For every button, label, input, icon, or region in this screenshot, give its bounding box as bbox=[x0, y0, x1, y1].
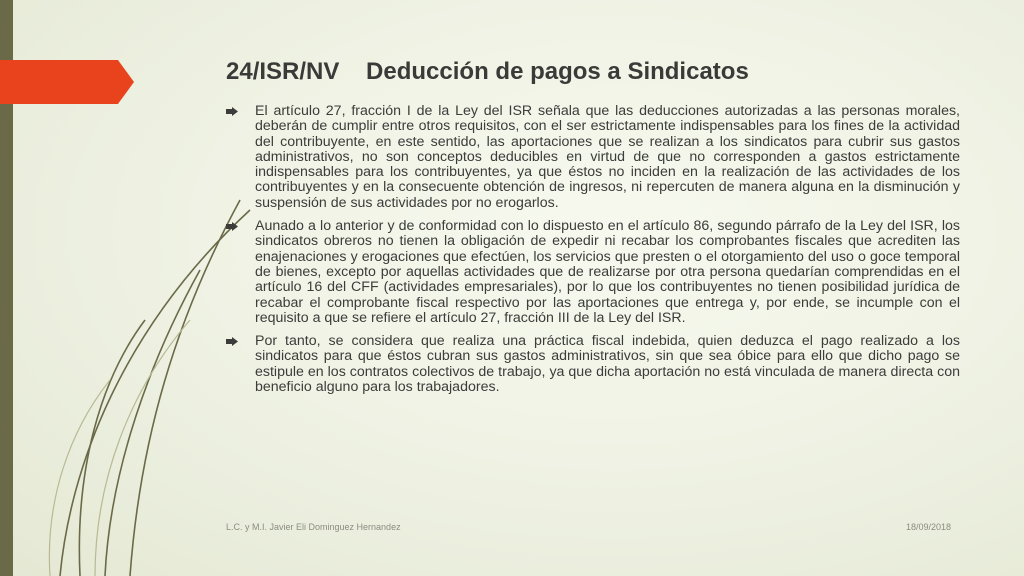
footer-date: 18/09/2018 bbox=[906, 522, 952, 532]
bullet-item bbox=[226, 104, 960, 211]
title-accent-arrow bbox=[0, 60, 134, 104]
bullet-text: El artículo 27, fracción I de la Ley del ISR señala que las deducciones autorizadas a las personas morales, deberán de cumplir entre otros requisitos, con el ser estrictamente indispensables para los fines de la actividad del contribuyente, en este sentido, las aportaciones que se realizan a los sindicatos para cubrir sus gastos administrativos, no son conceptos deducibles en virtud de que no corresponden a gastos estrictamente indispensables para los contribuyentes, ya que éstos no inciden en la realización de las actividades de los contribuyentes y en la consecuente obtención de ingresos, ni repercuten de manera alguna en la disminución y suspensión de sus actividades por no erogarlos. bbox=[255, 103, 960, 211]
arrow-bullet-icon bbox=[226, 107, 238, 116]
bullet-text: Por tanto, se considera que realiza una práctica fiscal indebida, quien deduzca el pago realizado a los sindicatos para que éstos cubran sus gastos administrativos, sin que sea óbice para ello que dicho pago se estipule en los contratos colectivos de trabajo, ya que dicha aportación no está vinculada de manera directa con beneficio alguno para los trabajadores. bbox=[255, 333, 960, 396]
slide-content bbox=[226, 104, 960, 403]
footer-author: L.C. y M.I. Javier Eli Dominguez Hernandez bbox=[226, 522, 401, 532]
bullet-item bbox=[226, 219, 960, 326]
bullet-text: Aunado a lo anterior y de conformidad con lo dispuesto en el artículo 86, segundo párrafo de la Ley del ISR, los sindicatos obreros no tienen la obligación de expedir ni recabar los comprobantes fiscales que acrediten las enajenaciones y erogaciones que efectúen, los servicios que presten o el otorgamiento del uso o goce temporal de bienes, excepto por aquellas actividades que de realizarse por otra persona quedarían comprendidas en el artículo 16 del CFF (actividades empresariales), por lo que los contribuyentes no tienen posibilidad jurídica de recabar el comprobante fiscal respectivo por las aportaciones que entrega y, por ende, se incumple con el requisito a que se refiere el artículo 27, fracción III de la Ley del ISR. bbox=[255, 218, 960, 326]
arrow-bullet-icon bbox=[226, 222, 238, 231]
arrow-bullet-icon bbox=[226, 337, 238, 346]
slide-title: 24/ISR/NV Deducción de pagos a Sindicatos bbox=[226, 58, 749, 85]
bullet-item bbox=[226, 334, 960, 395]
